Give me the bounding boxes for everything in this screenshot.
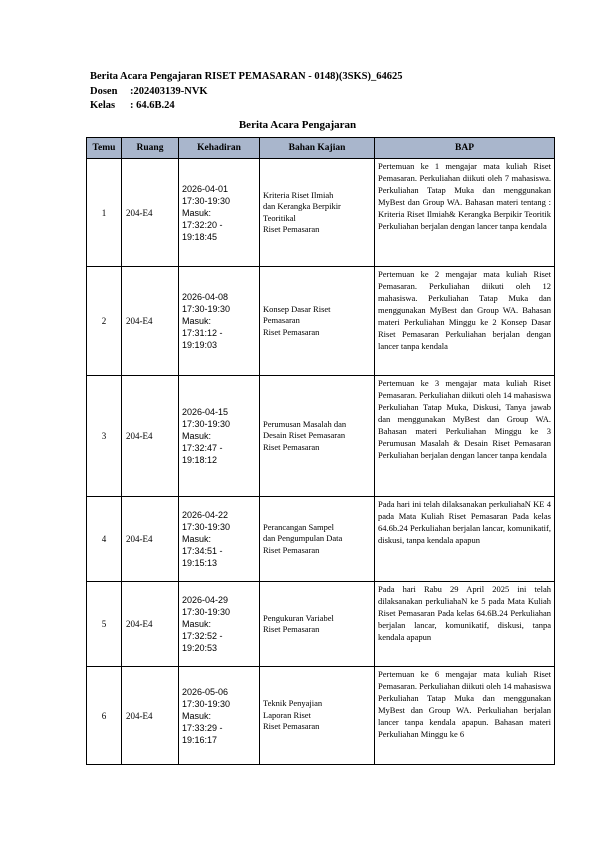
checkin-time: 17:33:29 - — [182, 722, 223, 733]
topic-line: Desain Riset Pemasaran — [263, 430, 346, 441]
table-row — [87, 376, 555, 497]
topic-line: Perumusan Masalah dan — [263, 418, 347, 429]
lecturer-label: Dosen — [90, 85, 118, 97]
checkout-time: 19:16:17 — [182, 734, 218, 745]
cell-temu: 5 — [87, 582, 122, 667]
cell-ruang: 204-E4 — [122, 497, 179, 582]
class-value: : 64.6B.24 — [130, 100, 175, 111]
session-time: 17:30-19:30 — [182, 522, 231, 532]
cell-bap: Pertemuan ke 6 mengajar mata kuliah Riset Pemasaran. Perkuliahan diikuti oleh 14 mahasiswa Perkuliahan Tatap Muka dan menggunakan MyBest dan Group WA. Perkuliahan berjalan lancer tanpa kendala apapun. Bahasan materi Perkuliahan Minggu ke 6 — [375, 667, 555, 765]
topic-line: Kriteria Riset Ilmiah — [263, 189, 334, 200]
topic-line: Riset Pemasaran — [263, 224, 320, 234]
session-time: 17:30-19:30 — [182, 304, 231, 314]
cell-bahan-kajian — [260, 497, 375, 582]
cell-kehadiran — [179, 267, 260, 376]
checkin-time: 17:32:52 - — [182, 631, 223, 641]
cell-bahan-kajian — [260, 667, 375, 765]
class-line — [90, 99, 402, 114]
cell-kehadiran — [179, 667, 260, 765]
table-row — [87, 667, 555, 765]
document-header — [90, 70, 402, 114]
cell-bahan-kajian — [260, 159, 375, 267]
session-date: 2026-04-29 — [182, 595, 229, 605]
checkin-label: Masuk: — [182, 316, 212, 326]
checkout-time: 19:15:13 — [182, 558, 218, 568]
column-header-temu: Temu — [87, 138, 122, 159]
topic-line: dan Pengumpulan Data — [263, 533, 343, 544]
topic-line: Teoritikal — [263, 212, 296, 223]
course-title: Berita Acara Pengajaran RISET PEMASARAN - 0148)(3SKS)_64625 — [90, 71, 403, 82]
cell-ruang: 204-E4 — [122, 159, 179, 267]
topic-line: Perancangan Sampel — [263, 521, 335, 532]
checkout-time: 19:19:03 — [182, 340, 218, 350]
session-date: 2026-05-06 — [182, 686, 229, 697]
class-label: Kelas — [90, 100, 116, 111]
topic-line: Konsep Dasar Riset — [263, 303, 331, 314]
session-time: 17:30-19:30 — [182, 419, 231, 429]
cell-temu: 2 — [87, 267, 122, 376]
topic-line: Riset Pemasaran — [263, 624, 320, 634]
cell-kehadiran — [179, 582, 260, 667]
cell-kehadiran — [179, 376, 260, 497]
column-header-bap: BAP — [375, 138, 555, 159]
checkin-label: Masuk: — [182, 431, 212, 441]
column-header-bahan-kajian: Bahan Kajian — [260, 138, 375, 159]
topic-line: Riset Pemasaran — [263, 544, 320, 555]
session-date: 2026-04-01 — [182, 183, 229, 194]
checkin-label: Masuk: — [182, 710, 212, 721]
checkin-label: Masuk: — [182, 207, 212, 218]
cell-temu: 4 — [87, 497, 122, 582]
topic-line: Riset Pemasaran — [263, 441, 320, 452]
session-date: 2026-04-22 — [182, 510, 229, 520]
topic-line: Riset Pemasaran — [263, 326, 320, 337]
cell-bahan-kajian — [260, 376, 375, 497]
cell-temu: 3 — [87, 376, 122, 497]
topic-line: dan Kerangka Berpikir — [263, 201, 341, 211]
topic-line: Teknik Penyajian — [263, 698, 323, 709]
checkin-label: Masuk: — [182, 534, 212, 544]
session-date: 2026-04-08 — [182, 292, 229, 302]
cell-bap: Pada hari ini telah dilaksanakan perkuliahaN KE 4 pada Mata Kuliah Riset Pemasaran Pada kelas 64.6b.24 Perkuliahan berjalan lancar, komunikatif, diskusi, tanpa kendala apapun — [375, 497, 555, 582]
cell-ruang: 204-E4 — [122, 667, 179, 765]
cell-bap: Pertemuan ke 3 mengajar mata kuliah Riset Pemasaran. Perkuliahan diikuti oleh 14 mahasiswa Perkuliahan Tatap Muka, Diskusi, Tanya jawab dan menggunakan MyBest dan Group WA. Bahasan materi Perkuliahan Minggu ke 3 Perumusan Masalah & Desain Riset Pemasaran Perkuliahan berjalan dengan lancer tanpa kendala — [375, 376, 555, 497]
checkin-time: 17:32:47 - — [182, 443, 223, 453]
column-header-kehadiran: Kehadiran — [179, 138, 260, 159]
cell-bahan-kajian — [260, 582, 375, 667]
table-title: Berita Acara Pengajaran — [238, 119, 357, 131]
cell-bap: Pertemuan ke 2 mengajar mata kuliah Riset Pemasaran. Perkuliahan diikuti oleh 12 mahasiswa. Perkuliahan Tatap Muka dan menggunakan MyBest dan Group WA. Bahasan materi Perkuliahan Minggu ke 2 Konsep Dasar Riset Pemasaran Perkuliahan berjalan dengan lancer tanpa kendala — [375, 267, 555, 376]
session-date: 2026-04-15 — [182, 407, 229, 417]
cell-ruang: 204-E4 — [122, 376, 179, 497]
cell-kehadiran — [179, 497, 260, 582]
table-header-row — [87, 138, 555, 159]
table-row — [87, 267, 555, 376]
session-time: 17:30-19:30 — [182, 195, 231, 206]
session-time: 17:30-19:30 — [182, 698, 231, 709]
cell-bap: Pertemuan ke 1 mengajar mata kuliah Riset Pemasaran. Perkuliahan diikuti oleh 7 mahasiswa. Perkuliahan Tatap Muka dan menggunakan MyBest dan Group WA. Bahasan materi tentang : Kriteria Riset Ilmiah& Kerangka Berpikir Teoritik Perkuliahan berjalan dengan lancer tanpa kendala — [375, 159, 555, 267]
checkout-time: 19:18:12 — [182, 455, 218, 465]
lecturer-line — [90, 85, 402, 100]
cell-ruang: 204-E4 — [122, 582, 179, 667]
cell-bap: Pada hari Rabu 29 April 2025 ini telah dilaksanakan perkuliahaN ke 5 pada Mata Kuliah Riset Pemasaran Pada kelas 64.6B.24 Perkuliahan berjalan lancar, komunikatif, diskusi, tanpa kendala apapun — [375, 582, 555, 667]
lecturer-value: :202403139-NVK — [130, 85, 208, 97]
checkin-time: 17:32:20 - — [182, 219, 223, 230]
cell-temu: 6 — [87, 667, 122, 765]
checkin-time: 17:31:12 - — [182, 328, 223, 338]
cell-bahan-kajian — [260, 267, 375, 376]
table-row — [87, 582, 555, 667]
topic-line: Laporan Riset — [263, 709, 311, 720]
column-header-ruang: Ruang — [122, 138, 179, 159]
topic-line: Pengukuran Variabel — [263, 612, 334, 623]
checkout-time: 19:20:53 — [182, 643, 218, 653]
table-row — [87, 159, 555, 267]
cell-ruang: 204-E4 — [122, 267, 179, 376]
checkin-time: 17:34:51 - — [182, 546, 223, 556]
cell-temu: 1 — [87, 159, 122, 267]
topic-line: Riset Pemasaran — [263, 721, 320, 732]
checkout-time: 19:18:45 — [182, 231, 218, 242]
session-time: 17:30-19:30 — [182, 607, 231, 617]
table-row — [87, 497, 555, 582]
attendance-table — [86, 137, 555, 765]
checkin-label: Masuk: — [182, 619, 212, 629]
topic-line: Pemasaran — [263, 315, 300, 326]
cell-kehadiran — [179, 159, 260, 267]
